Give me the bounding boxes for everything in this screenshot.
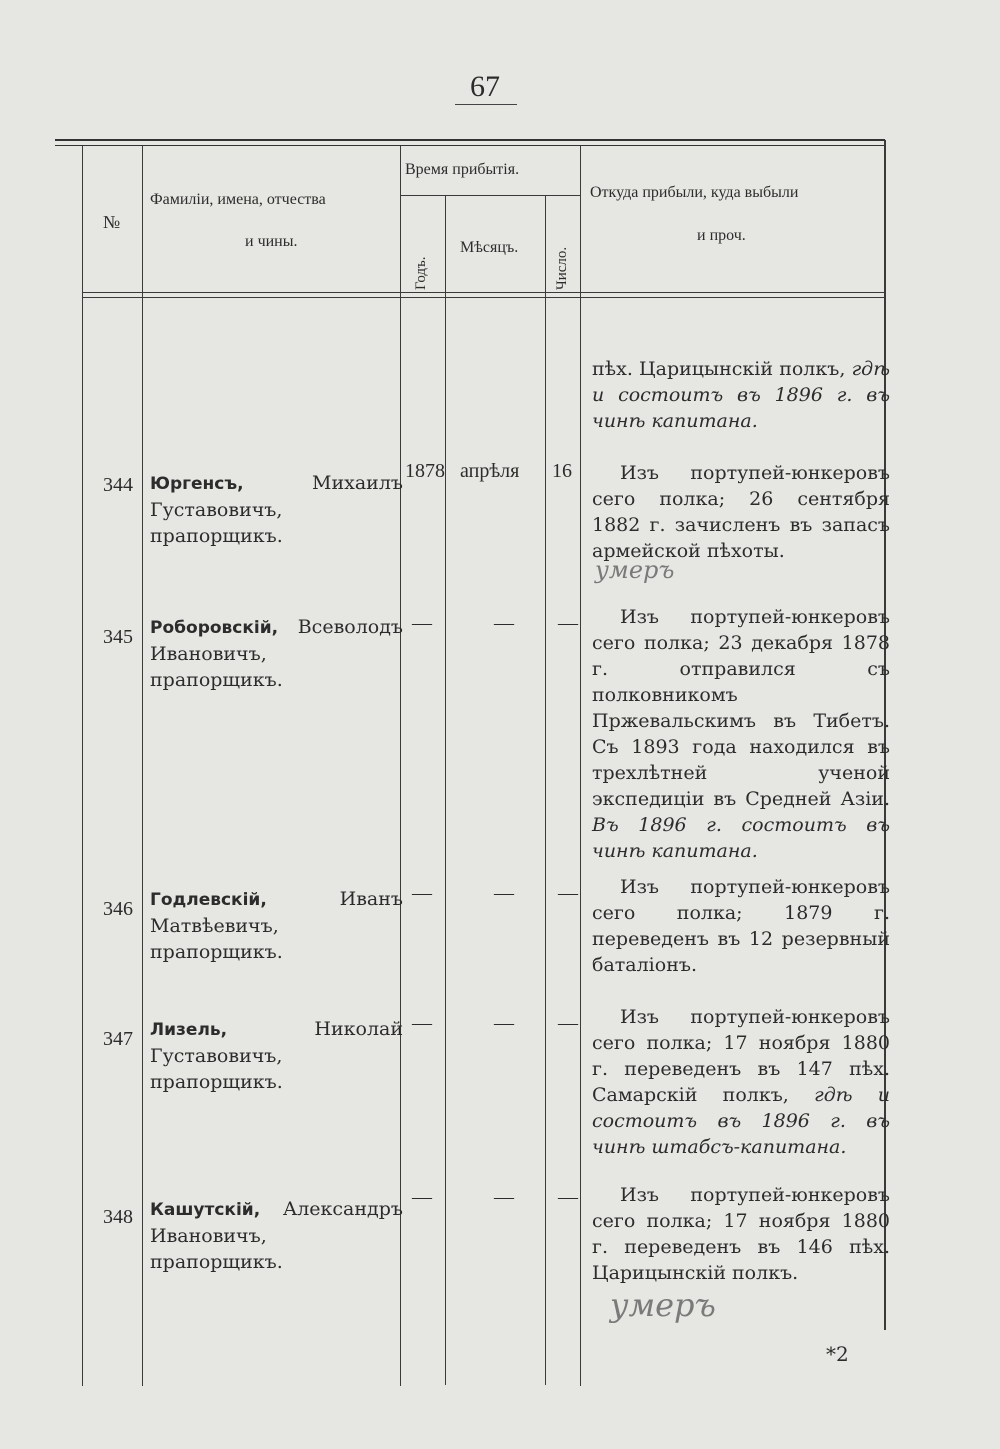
header-notes-line1: Откуда прибыли, куда выбыли (590, 184, 799, 201)
footer-mark: *2 (826, 1342, 849, 1366)
row-345-number: 345 (103, 626, 133, 648)
column-line-left (82, 146, 83, 1386)
page-number-underline (455, 104, 517, 105)
row-345-name (150, 614, 403, 693)
row-348-note-text: Изъ портупей-юнкеровъ сего полка; 17 ноября 1880 г. переведенъ въ 146 пѣх. Царицынскій полкъ. (592, 1184, 890, 1284)
row-344-number: 344 (103, 474, 133, 496)
row-344-note-text: Изъ портупей-юнкеровъ сего полка; 26 сентября 1882 г. зачисленъ въ запасъ армейской пѣхоты. (592, 462, 890, 562)
header-day: Число. (554, 246, 570, 290)
row-344-name (150, 470, 403, 549)
row-345-note-text: Изъ портупей-юнкеровъ сего полка; 23 декабря 1878 г. отправился съ полковникомъ Пржевальскимъ въ Тибетъ. Съ 1893 года находился въ трехлѣтней ученой экспедиціи въ Средней Азіи. (592, 606, 890, 810)
row-345-name-rest: Всеволодъ Ивановичъ, прапорщикъ. (150, 616, 403, 691)
table-top-rule (55, 139, 885, 141)
row-346-number: 346 (103, 898, 133, 920)
row-346-month: — (494, 882, 514, 904)
row-348-year: — (412, 1186, 432, 1208)
row-346-note (592, 874, 890, 978)
row-345-year: — (412, 612, 432, 634)
row-345-note-italic: Въ 1896 г. состоитъ въ чинѣ капитана. (592, 814, 890, 862)
header-notes-line2: и проч. (697, 227, 746, 244)
continuation-italic: гдѣ и состоитъ въ 1896 г. въ чинѣ капитана. (592, 358, 890, 432)
page-number: 67 (470, 70, 500, 103)
row-345-day: — (558, 612, 578, 634)
header-arrival: Время прибытія. (405, 161, 520, 178)
row-346-year: — (412, 882, 432, 904)
header-col-name-line2: и чины. (245, 233, 298, 250)
row-347-surname: Лизель, (150, 1020, 228, 1040)
row-347-note-italic: гдѣ и состоитъ въ 1896 г. въ чинѣ штабсъ-капитана. (592, 1084, 890, 1158)
row-346-name-rest: Иванъ Матвѣевичъ, прапорщикъ. (150, 888, 403, 963)
row-348-name (150, 1196, 403, 1275)
row-346-surname: Годлевскій, (150, 890, 267, 910)
column-line-day (580, 146, 581, 1386)
row-347-day: — (558, 1012, 578, 1034)
header-year: Годъ. (413, 256, 429, 290)
column-line-no (142, 146, 143, 1386)
header-col-name-line1: Фамиліи, имена, отчества (150, 191, 326, 208)
row-347-name (150, 1016, 403, 1095)
continuation-text: пѣх. Царицынскій полкъ, (592, 358, 846, 380)
table-top-rule-thin (55, 145, 885, 146)
row-348-day: — (558, 1186, 578, 1208)
column-line-year (445, 195, 446, 1385)
row-348-name-rest: Александръ Ивановичъ, прапорщикъ. (150, 1198, 403, 1273)
row-348-note (592, 1182, 890, 1286)
continuation-note (592, 356, 890, 434)
row-347-note (592, 1004, 890, 1160)
row-344-note (592, 460, 890, 564)
row-344-name-rest: Михаилъ Густавовичъ, прапорщикъ. (150, 472, 403, 547)
header-month: Мѣсяцъ. (460, 239, 519, 256)
row-347-year: — (412, 1012, 432, 1034)
row-345-note (592, 604, 890, 864)
row-346-name (150, 886, 403, 965)
header-bottom-rule-thin (82, 297, 884, 298)
row-348-month: — (494, 1186, 514, 1208)
row-347-name-rest: Николай Густавовичъ, прапорщикъ. (150, 1018, 403, 1093)
row-344-month: апрѣля (460, 460, 520, 482)
header-col-no: № (103, 212, 121, 232)
arrival-subheader-rule (400, 195, 580, 196)
row-347-month: — (494, 1012, 514, 1034)
row-348-surname: Кашутскій, (150, 1200, 261, 1220)
row-345-surname: Роборовскій, (150, 618, 279, 638)
row-348-handwritten: умеръ (610, 1286, 716, 1324)
row-344-day: 16 (552, 460, 572, 482)
row-344-handwritten: умеръ (595, 556, 675, 584)
row-344-year: 1878 (405, 460, 445, 482)
row-345-month: — (494, 612, 514, 634)
row-347-note-text: Изъ портупей-юнкеровъ сего полка; 17 ноября 1880 г. переведенъ въ 147 пѣх. Самарскій полкъ, (592, 1006, 890, 1106)
row-348-number: 348 (103, 1206, 133, 1228)
row-347-number: 347 (103, 1028, 133, 1050)
row-344-surname: Юргенсъ, (150, 474, 244, 494)
column-line-month (545, 195, 546, 1385)
row-346-day: — (558, 882, 578, 904)
row-346-note-text: Изъ портупей-юнкеровъ сего полка; 1879 г. переведенъ въ 12 резервный баталіонъ. (592, 876, 890, 976)
header-bottom-rule (82, 292, 884, 293)
